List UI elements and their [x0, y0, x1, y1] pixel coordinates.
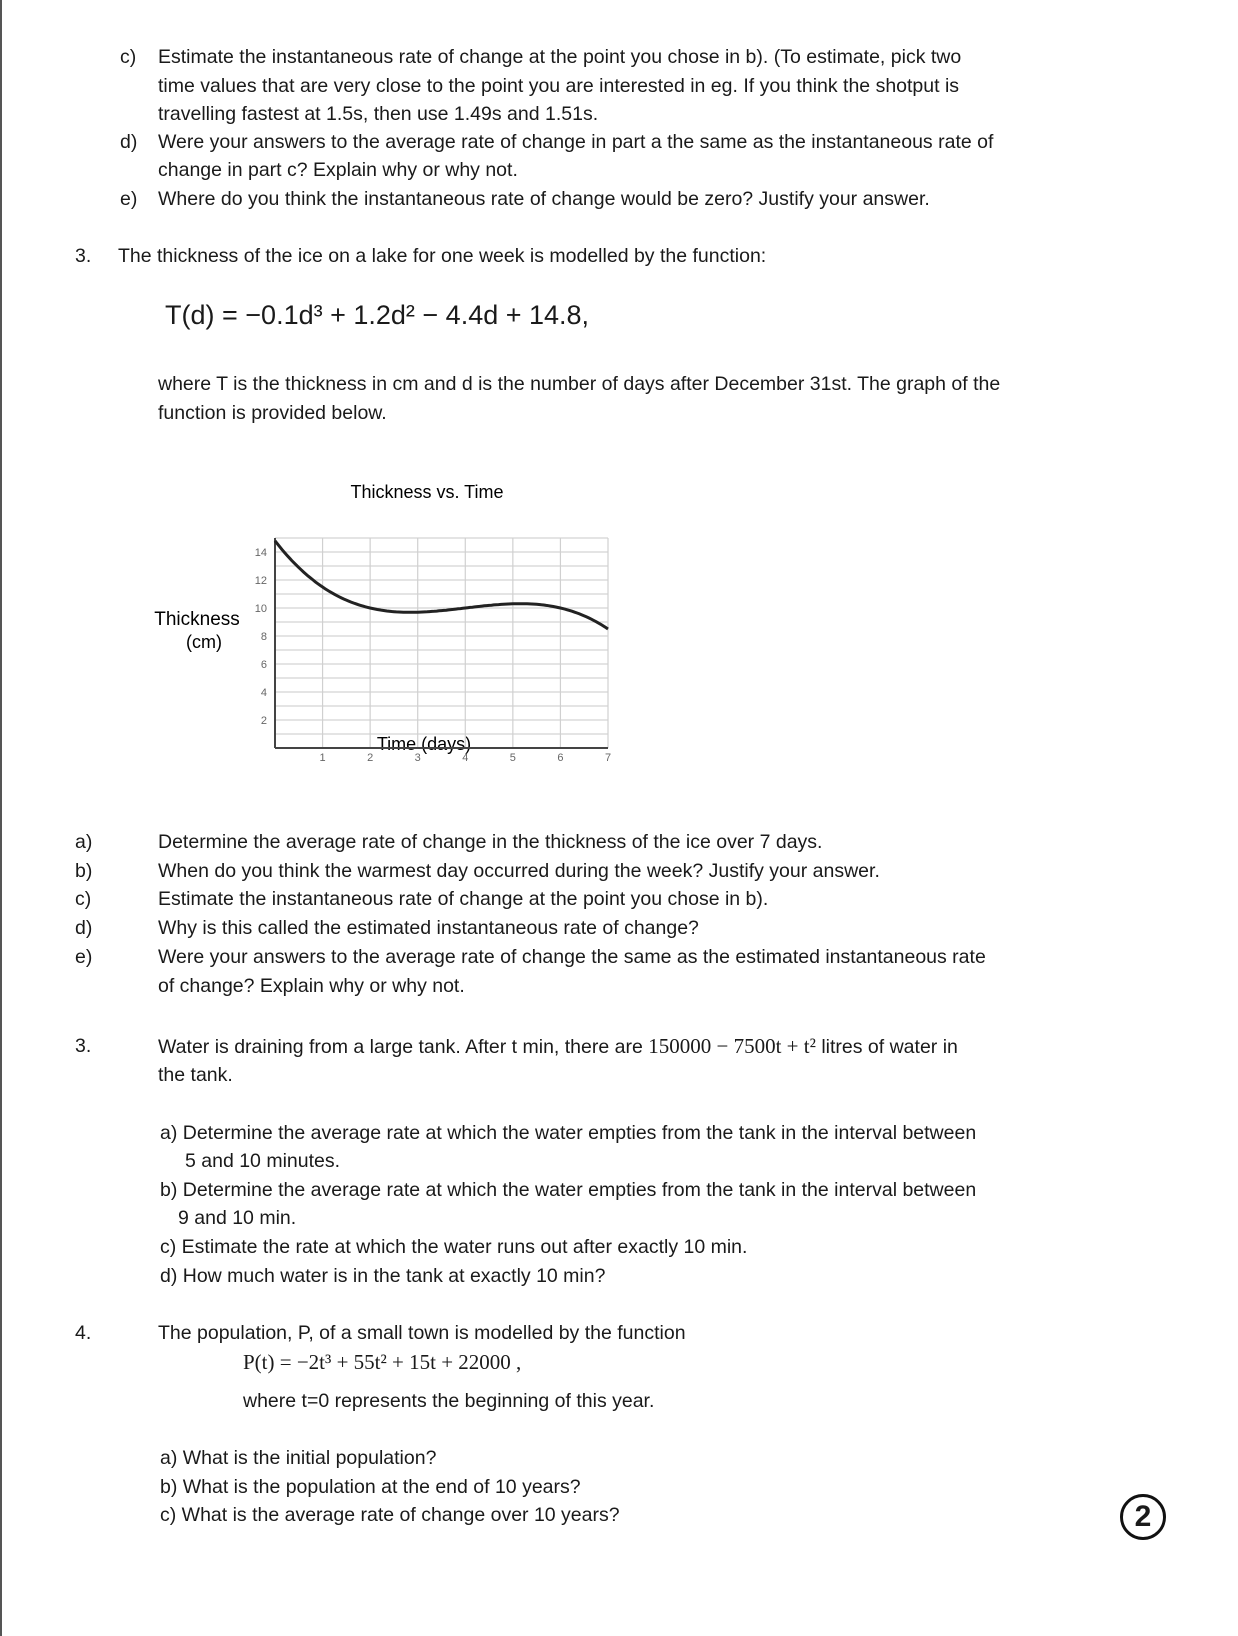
question-text: Determine the average rate of change in the thickness of the ice over 7 days.	[158, 831, 823, 853]
question-label: c)	[75, 888, 92, 911]
question-text: a) Determine the average rate at which the water empties from the tank in the interval between	[160, 1122, 977, 1144]
x-tick-label: 6	[557, 752, 564, 764]
x-tick-label: 4	[462, 752, 469, 764]
section-intro	[158, 1032, 958, 1061]
question-label: b)	[75, 859, 93, 882]
question-text: of change? Explain why or why not.	[158, 974, 465, 997]
question-text: b) What is the population at the end of 10 years?	[160, 1476, 581, 1498]
question-text: c) Estimate the rate at which the water runs out after exactly 10 min.	[160, 1236, 748, 1258]
question-label: e)	[75, 945, 93, 968]
question-text: Were your answers to the average rate of change the same as the estimated instantaneous rate	[158, 945, 986, 968]
y-axis-label: Thickness	[154, 609, 240, 630]
section-intro: the tank.	[158, 1064, 233, 1086]
intro-text: Water is draining from a large tank. After t min, there are	[158, 1036, 643, 1058]
question-label: a)	[75, 831, 93, 853]
intro-text: litres of water in	[821, 1036, 958, 1058]
y-tick-label: 8	[260, 631, 267, 643]
y-tick-label: 6	[260, 659, 267, 671]
question-text: Why is this called the estimated instantaneous rate of change?	[158, 917, 699, 940]
y-tick-label: 10	[254, 603, 267, 615]
page-number-circled: 2	[1120, 1494, 1166, 1540]
y-tick-label: 12	[254, 575, 267, 587]
section-intro: The thickness of the ice on a lake for one week is modelled by the function:	[118, 245, 767, 267]
thickness-curve	[275, 541, 608, 629]
y-tick-label: 4	[260, 687, 267, 699]
population-formula: P(t) = −2t³ + 55t² + 15t + 22000 ,	[243, 1350, 522, 1374]
question-text: d) How much water is in the tank at exactly 10 min?	[160, 1265, 606, 1287]
question-text: Where do you think the instantaneous rate of change would be zero? Justify your answer.	[158, 188, 930, 210]
question-label: e)	[120, 188, 138, 210]
section-number: 3.	[75, 245, 92, 267]
where-text: where T is the thickness in cm and d is the number of days after December 31st. The graph of the	[158, 373, 1001, 395]
where-text: function is provided below.	[158, 402, 387, 424]
water-formula: 150000 − 7500t + t²	[648, 1034, 816, 1058]
question-text: c) What is the average rate of change over 10 years?	[160, 1504, 620, 1526]
x-tick-label: 1	[319, 752, 326, 764]
question-text: Were your answers to the average rate of change in part a the same as the instantaneous rate of	[158, 131, 994, 153]
question-text: travelling fastest at 1.5s, then use 1.49s and 1.51s.	[158, 103, 599, 125]
x-tick-label: 5	[509, 752, 516, 764]
x-tick-label: 2	[367, 752, 374, 764]
section-intro: The population, P, of a small town is modelled by the function	[158, 1322, 686, 1344]
section-number: 4.	[75, 1322, 92, 1344]
chart-title: Thickness vs. Time	[350, 482, 504, 502]
question-label: d)	[120, 131, 138, 153]
y-tick-label: 2	[260, 715, 267, 727]
y-tick-label: 14	[254, 547, 267, 559]
thickness-chart	[0, 0, 1238, 800]
x-tick-label: 3	[414, 752, 421, 764]
y-axis-label-unit: (cm)	[186, 632, 222, 652]
question-text: When do you think the warmest day occurred during the week? Justify your answer.	[158, 859, 880, 882]
formula-lhs: T(d)	[165, 300, 215, 330]
question-label: c)	[120, 46, 137, 68]
question-text: b) Determine the average rate at which the water empties from the tank in the interval between	[160, 1179, 977, 1201]
question-text: 9 and 10 min.	[178, 1207, 297, 1229]
question-text: time values that are very close to the point you are interested in eg. If you think the shotput is	[158, 75, 960, 97]
section-number: 3.	[75, 1035, 92, 1057]
question-text: a) What is the initial population?	[160, 1447, 437, 1469]
question-text: Estimate the instantaneous rate of change at the point you chose in b). (To estimate, pick two	[158, 46, 962, 68]
question-text: change in part c? Explain why or why not.	[158, 159, 518, 181]
formula-rhs: = −0.1d³ + 1.2d² − 4.4d + 14.8,	[222, 300, 590, 330]
x-tick-label: 7	[604, 752, 612, 764]
question-text: Estimate the instantaneous rate of change at the point you chose in b).	[158, 888, 769, 911]
x-axis-label: Time (days)	[376, 734, 472, 754]
question-label: d)	[75, 917, 93, 940]
question-text: 5 and 10 minutes.	[185, 1150, 341, 1172]
where-text: where t=0 represents the beginning of this year.	[243, 1390, 655, 1412]
